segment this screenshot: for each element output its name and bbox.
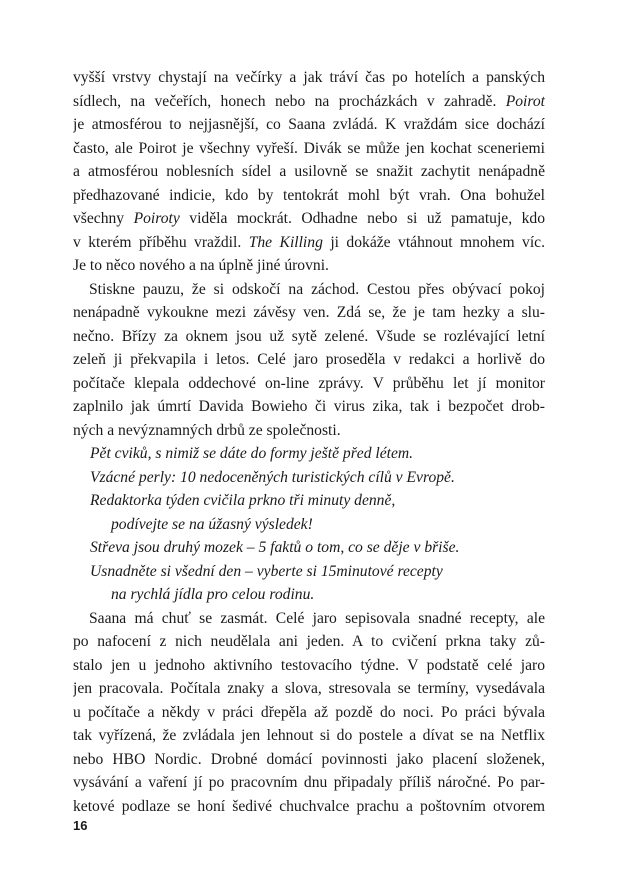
page-body — [73, 66, 545, 818]
text-line: všechny Poiroty viděla mockrát. Odhadne nebo si už pamatuje, kdo — [73, 210, 545, 227]
text-line: zaplnilo jak úmrtí Davida Bowieho či virus zika, tak i bezpočet drob- — [73, 398, 545, 415]
text-line: jen pracovala. Počítala znaky a slova, stresovala se termíny, vysedávala — [73, 680, 545, 697]
text-line: podívejte se na úžasný výsledek! — [111, 515, 313, 533]
text-line: Střeva jsou druhý mozek – 5 faktů o tom, co se děje v břiše. — [90, 539, 460, 556]
text-line: sídlech, na večeřích, honech nebo na procházkách v zahradě. Poirot — [73, 92, 545, 110]
text-line: počítače klepala oddechové on-line zprávy. V průběhu let jí monitor — [73, 374, 545, 392]
text-line: je atmosférou to nejjasnější, co Saana zvládá. K vraždám sice dochází — [73, 116, 545, 133]
text-line: nečno. Břízy za oknem jsou už sytě zelené. Všude se rozlévající letní — [73, 327, 545, 345]
text-line: ketové podlaze se honí šedivé chuchvalce prachu a poštovním otvorem — [73, 797, 545, 815]
text-line: vysávání a vaření jí po pracovním dnu připadaly příliš náročné. Po par- — [73, 774, 545, 791]
text-line: stalo jen u jednoho aktivního testovacího týdne. V podstatě celé jaro — [73, 656, 545, 674]
text-line: Pět cviků, s nimiž se dáte do formy ještě před létem. — [90, 445, 414, 462]
text-line: Stiskne pauzu, že si odskočí na záchod. Cestou přes obývací pokoj — [89, 280, 545, 298]
text-line: a atmosférou noblesních sídel a usilovně se snažit zachytit nenápadně — [73, 163, 545, 180]
text-line: po nafocení z nich neudělala ani jeden. A to cvičení prkna taky zů- — [73, 633, 545, 650]
text-line: Redaktorka týden cvičila prkno tři minuty denně, — [90, 492, 396, 509]
text-line: nenápadně vykoukne mezi závěsy ven. Zdá se, že je tam hezky a slu- — [73, 304, 545, 321]
text-line: na rychlá jídla pro celou rodinu. — [111, 586, 315, 603]
text-line: zeleň ji překvapila i letos. Celé jaro proseděla v redakci a horlivě do — [73, 351, 545, 368]
page-number: 16 — [73, 818, 88, 833]
text-line: často, ale Poirot je všechny vyřeší. Divák se může jen kochat sceneriemi — [73, 139, 545, 157]
text-line: tak vyřízená, že zvládala jen lehnout si do postele a dívat se na Netflix — [73, 727, 545, 744]
text-line: Saana má chuť se zasmát. Celé jaro sepisovala snadné recepty, ale — [89, 609, 545, 627]
text-line: předhazované indicie, kdo by tentokrát mohl být vrah. Ona bohužel — [73, 186, 545, 204]
text-line: Usnadněte si všední den – vyberte si 15minutové recepty — [90, 562, 443, 580]
text-line: u počítače a někdy v práci dřepěla až pozdě do noci. Po práci bývala — [73, 703, 545, 721]
text-line: Vzácné perly: 10 nedoceněných turistických cílů v Evropě. — [90, 468, 455, 486]
text-line: nebo HBO Nordic. Drobné domácí povinnosti jako placení složenek, — [73, 750, 545, 768]
text-line: Je to něco nového a na úplně jiné úrovni. — [73, 257, 329, 274]
text-line: ných a nevýznamných drbů ze společnosti. — [73, 421, 341, 439]
text-line: vyšší vrstvy chystají na večírky a jak tráví čas po hotelích a panských — [73, 69, 545, 86]
text-line: v kterém příběhu vraždil. The Killing ji dokáže vtáhnout mnohem víc. — [73, 233, 545, 251]
